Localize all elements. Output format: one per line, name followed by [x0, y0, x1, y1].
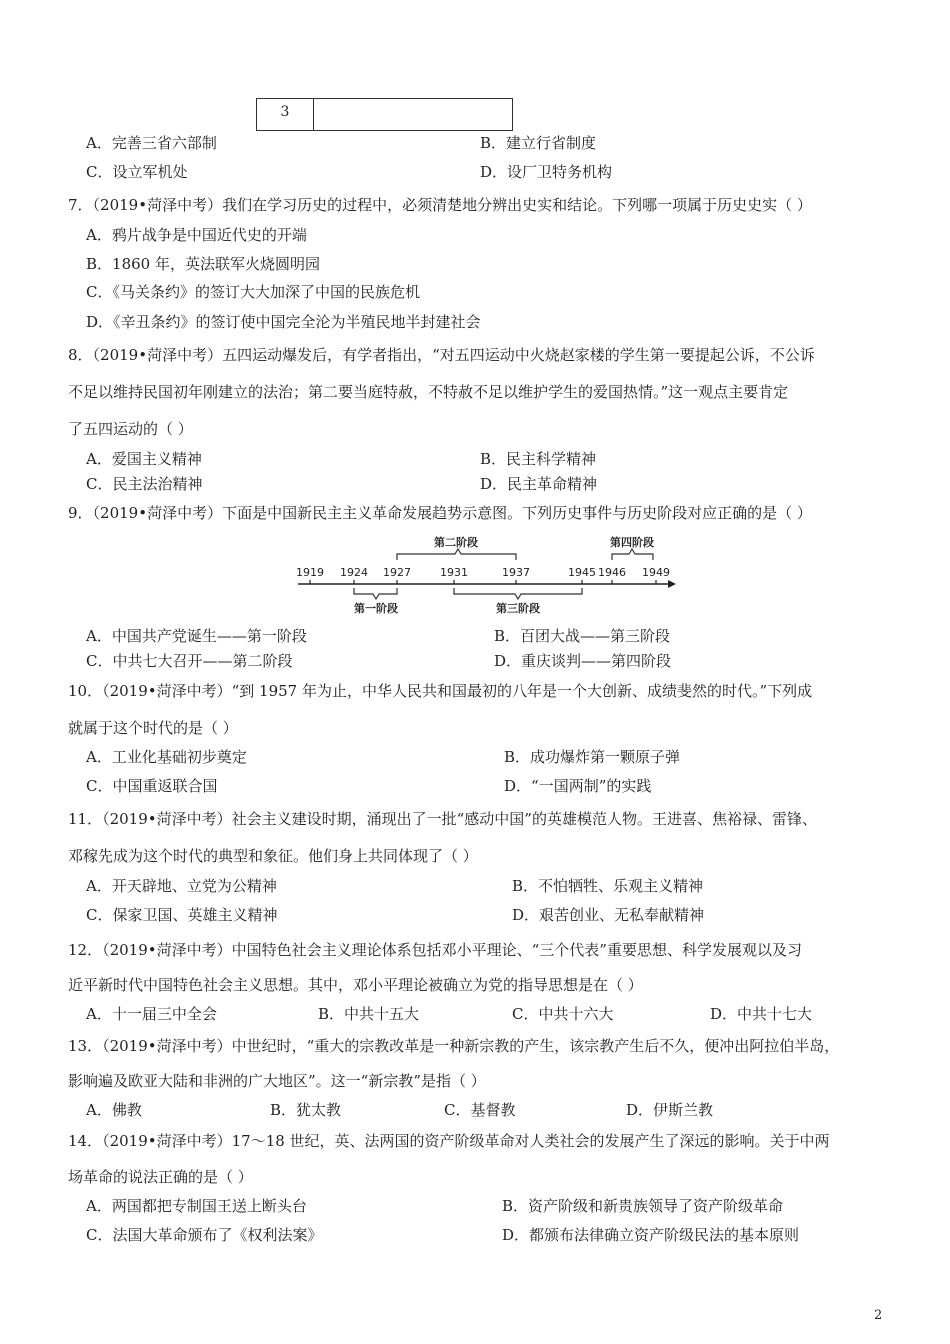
- q8-option-d: D．民主革命精神: [480, 475, 598, 493]
- q8-option-a: A．爱国主义精神: [86, 450, 202, 468]
- q11-option-d: D．艰苦创业、无私奉献精神: [512, 906, 705, 924]
- q10-option-a: A．工业化基础初步奠定: [86, 748, 247, 766]
- q14-option-a: A．两国都把专制国王送上断头台: [86, 1197, 307, 1215]
- q6-option-d: D．设厂卫特务机构: [480, 163, 613, 181]
- q9-option-c: C．中共七大召开——第二阶段: [86, 652, 293, 670]
- q12-stem-1: 12．（2019•菏泽中考）中国特色社会主义理论体系包括邓小平理论、“三个代表”重要思想、科学发展观以及习: [68, 941, 802, 959]
- q9-option-b: B．百团大战——第三阶段: [494, 627, 671, 645]
- q6-option-b: B．建立行省制度: [480, 134, 597, 152]
- timeline-arrow: [668, 580, 676, 588]
- q12-option-a: A．十一届三中全会: [86, 1005, 217, 1023]
- table-row-number: 3: [257, 99, 314, 130]
- year-1927: 1927: [383, 566, 411, 579]
- q14-option-b: B．资产阶级和新贵族领导了资产阶级革命: [502, 1197, 784, 1215]
- q13-stem-2: 影响遍及欧亚大陆和非洲的广大地区”。这一“新宗教”是指（ ）: [68, 1072, 486, 1090]
- q10-option-b: B．成功爆炸第一颗原子弹: [504, 748, 681, 766]
- q7-option-a: A．鸦片战争是中国近代史的开端: [86, 226, 307, 244]
- q11-stem-1: 11．（2019•菏泽中考）社会主义建设时期，涌现出了一批“感动中国”的英雄模范人物。王进喜、焦裕禄、雷锋、: [68, 810, 817, 828]
- q10-option-d: D．“一国两制”的实践: [504, 777, 652, 795]
- q13-option-a: A．佛教: [86, 1101, 142, 1119]
- q7-option-c: C．《马关条约》的签订大大加深了中国的民族危机: [86, 283, 420, 301]
- q11-option-a: A．开天辟地、立党为公精神: [86, 877, 277, 895]
- q14-option-c: C．法国大革命颁布了《权利法案》: [86, 1226, 323, 1244]
- q6-option-c: C．设立军机处: [86, 163, 188, 181]
- q8-stem-3: 了五四运动的（ ）: [68, 420, 193, 438]
- year-1919: 1919: [296, 566, 324, 579]
- q13-stem-1: 13．（2019•菏泽中考）中世纪时，“重大的宗教改革是一种新宗教的产生，该宗教产生后不久，便冲出阿拉伯半岛，: [68, 1037, 840, 1055]
- year-1946: 1946: [598, 566, 626, 579]
- q12-option-b: B．中共十五大: [318, 1005, 420, 1023]
- q10-option-c: C．中国重返联合国: [86, 777, 218, 795]
- stage1-brace: [354, 588, 397, 599]
- q14-stem-2: 场革命的说法正确的是（ ）: [68, 1168, 253, 1186]
- stage3-label: 第三阶段: [496, 602, 540, 615]
- q13-option-d: D．伊斯兰教: [626, 1101, 714, 1119]
- q7-stem: 7．（2019•菏泽中考）我们在学习历史的过程中，必须清楚地分辨出史实和结论。下列哪一项属于历史史实（ ）: [68, 196, 812, 214]
- q9-stem: 9．（2019•菏泽中考）下面是中国新民主主义革命发展趋势示意图。下列历史事件与历史阶段对应正确的是（ ）: [68, 504, 812, 522]
- q14-option-d: D．都颁布法律确立资产阶级民法的基本原则: [502, 1226, 800, 1244]
- q11-stem-2: 邓稼先成为这个时代的典型和象征。他们身上共同体现了（ ）: [68, 847, 478, 865]
- stage2-brace: [397, 549, 516, 560]
- q7-option-d: D．《辛丑条约》的签订使中国完全沦为半殖民地半封建社会: [86, 313, 481, 331]
- q14-stem-1: 14．（2019•菏泽中考）17～18 世纪，英、法两国的资产阶级革命对人类社会的发展产生了深远的影响。关于中两: [68, 1132, 830, 1150]
- page-number: 2: [874, 1308, 883, 1323]
- q11-option-b: B．不怕牺牲、乐观主义精神: [512, 877, 704, 895]
- year-1931: 1931: [440, 566, 468, 579]
- q10-stem-1: 10．（2019•菏泽中考）“到 1957 年为止，中华人民共和国最初的八年是一个大创新、成绩斐然的时代。”下列成: [68, 682, 813, 700]
- q12-option-c: C．中共十六大: [512, 1005, 614, 1023]
- q9-option-a: A．中国共产党诞生——第一阶段: [86, 627, 307, 645]
- stage4-label: 第四阶段: [610, 536, 654, 549]
- year-1924: 1924: [340, 566, 368, 579]
- q8-stem-2: 不足以维持民国初年刚建立的法治；第二要当庭特赦，不特赦不足以维护学生的爱国热情。”这一观点主要肯定: [68, 383, 789, 401]
- q13-option-c: C．基督教: [444, 1101, 516, 1119]
- q8-stem-1: 8．（2019•菏泽中考）五四运动爆发后，有学者指出，“对五四运动中火烧赵家楼的学生第一要提起公诉，不公诉: [68, 346, 815, 364]
- q6-option-a: A．完善三省六部制: [86, 134, 217, 152]
- q7-option-b: B．1860 年，英法联军火烧圆明园: [86, 255, 320, 273]
- q13-option-b: B．犹太教: [270, 1101, 342, 1119]
- q12-option-d: D．中共十七大: [710, 1005, 813, 1023]
- year-1945: 1945: [568, 566, 596, 579]
- year-1949: 1949: [642, 566, 670, 579]
- stage2-label: 第二阶段: [434, 536, 478, 549]
- q12-stem-2: 近平新时代中国特色社会主义思想。其中，邓小平理论被确立为党的指导思想是在（ ）: [68, 976, 643, 994]
- q8-option-b: B．民主科学精神: [480, 450, 597, 468]
- year-1937: 1937: [502, 566, 530, 579]
- revolution-timeline-diagram: [290, 536, 680, 620]
- q8-option-c: C．民主法治精神: [86, 475, 203, 493]
- q10-stem-2: 就属于这个时代的是（ ）: [68, 719, 238, 737]
- q9-option-d: D．重庆谈判——第四阶段: [494, 652, 672, 670]
- stage1-label: 第一阶段: [354, 602, 398, 615]
- table-fragment: [256, 98, 513, 131]
- stage4-brace: [612, 549, 653, 560]
- q11-option-c: C．保家卫国、英雄主义精神: [86, 906, 278, 924]
- stage3-brace: [454, 588, 582, 599]
